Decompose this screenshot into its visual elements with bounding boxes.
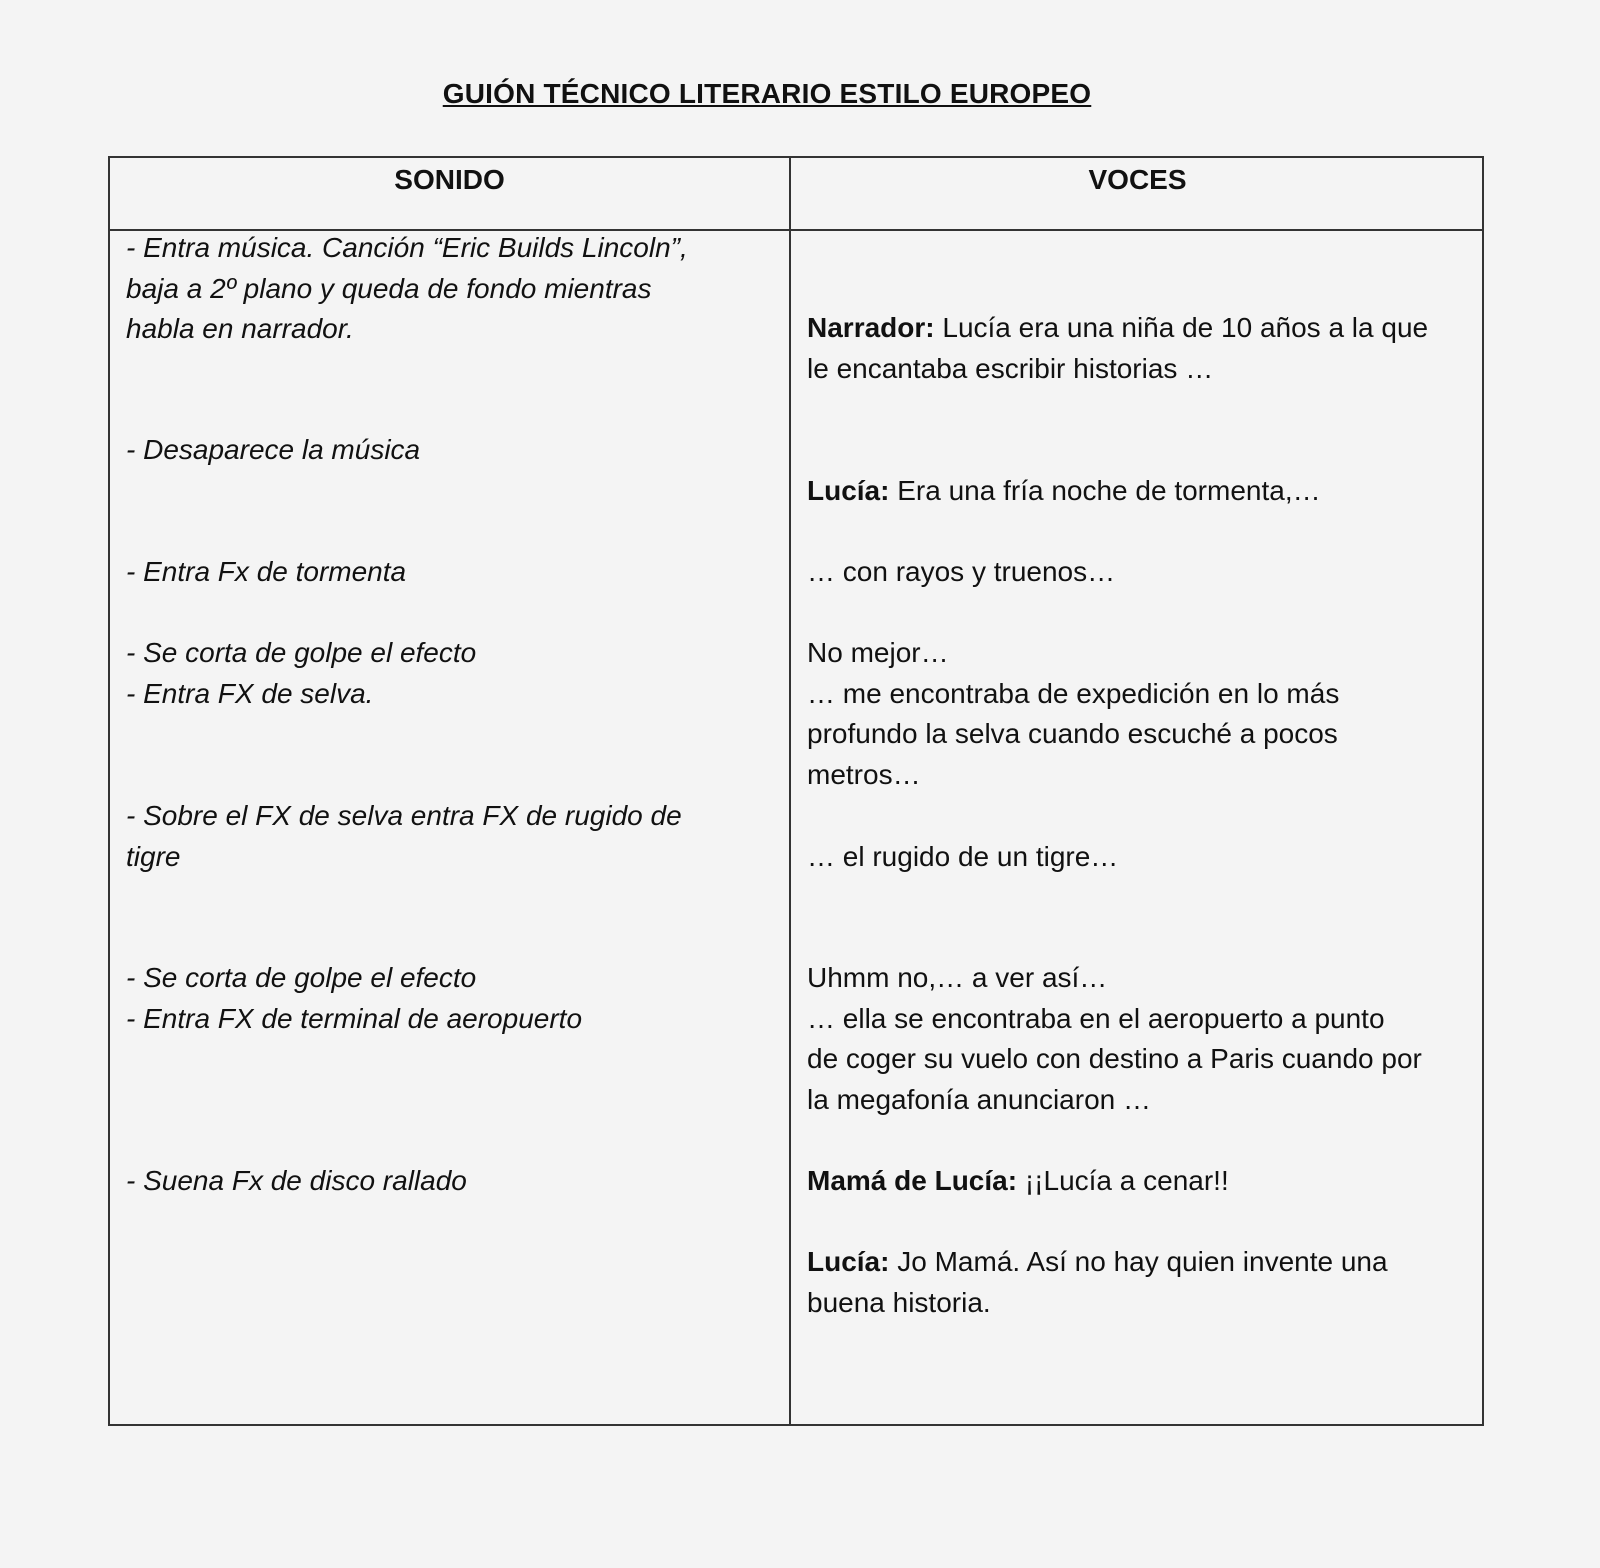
sound-entry xyxy=(126,430,420,471)
voice-line: le encantaba escribir historias … xyxy=(807,352,1214,384)
sound-line: - Se corta de golpe el efecto xyxy=(126,637,477,668)
speaker-label: Lucía: xyxy=(807,1246,890,1277)
speaker-label: Mamá de Lucía: xyxy=(807,1165,1018,1196)
voice-line: profundo la selva cuando escuché a pocos xyxy=(807,718,1338,749)
page-title: GUIÓN TÉCNICO LITERARIO ESTILO EUROPEO xyxy=(442,78,1092,109)
voice-line: buena historia. xyxy=(807,1286,991,1318)
header-voices: VOCES xyxy=(1088,164,1187,195)
sound-line: tigre xyxy=(126,840,181,872)
sound-line: - Entra FX de selva. xyxy=(126,677,374,709)
header-sound: SONIDO xyxy=(394,164,505,195)
voice-entry xyxy=(807,308,1428,389)
sound-line: - Se corta de golpe el efecto xyxy=(126,962,477,993)
script-table xyxy=(108,156,1484,1426)
voice-entry xyxy=(807,837,1118,878)
sound-line: - Suena Fx de disco rallado xyxy=(126,1165,467,1196)
sound-entry xyxy=(126,796,682,877)
sound-entry xyxy=(126,633,476,714)
voice-line: No mejor… xyxy=(807,637,949,668)
voice-line: Uhmm no,… a ver así… xyxy=(807,962,1108,993)
sound-line: - Entra FX de terminal de aeropuerto xyxy=(126,1002,583,1034)
sound-line: - Desaparece la música xyxy=(126,434,421,465)
voice-line: la megafonía anunciaron … xyxy=(807,1083,1151,1115)
speaker-label: Narrador: xyxy=(807,312,935,343)
sound-line: habla en narrador. xyxy=(126,313,354,344)
voice-line: Jo Mamá. Así no hay quien invente una xyxy=(889,1246,1388,1277)
voice-entry xyxy=(807,958,1422,1120)
voice-line: … ella se encontraba en el aeropuerto a punto xyxy=(807,1002,1385,1034)
voice-line: Era una fría noche de tormenta,… xyxy=(889,475,1321,506)
voice-entry xyxy=(807,1242,1388,1323)
sound-entry xyxy=(126,552,406,593)
sound-line: - Sobre el FX de selva entra FX de rugido de xyxy=(126,800,682,831)
sound-line: baja a 2º plano y queda de fondo mientras xyxy=(126,272,652,304)
column-divider xyxy=(789,158,791,1424)
sound-line: - Entra música. Canción “Eric Builds Lincoln”, xyxy=(126,232,688,263)
voice-line: … el rugido de un tigre… xyxy=(807,841,1119,872)
voice-line: … me encontraba de expedición en lo más xyxy=(807,677,1340,709)
voice-line: … con rayos y truenos… xyxy=(807,556,1116,587)
voice-line: de coger su vuelo con destino a Paris cuando por xyxy=(807,1043,1422,1074)
speaker-label: Lucía: xyxy=(807,475,890,506)
voice-line: Lucía era una niña de 10 años a la que xyxy=(934,312,1429,343)
sound-entry xyxy=(126,228,688,350)
voice-line: metros… xyxy=(807,758,921,790)
sound-line: - Entra Fx de tormenta xyxy=(126,556,407,587)
voice-line: ¡¡Lucía a cenar!! xyxy=(1017,1165,1229,1196)
voice-entry xyxy=(807,552,1115,593)
sound-entry xyxy=(126,1161,467,1202)
voice-entry xyxy=(807,1161,1229,1202)
sound-entry xyxy=(126,958,582,1039)
voice-entry xyxy=(807,633,1339,795)
voice-entry xyxy=(807,471,1321,512)
